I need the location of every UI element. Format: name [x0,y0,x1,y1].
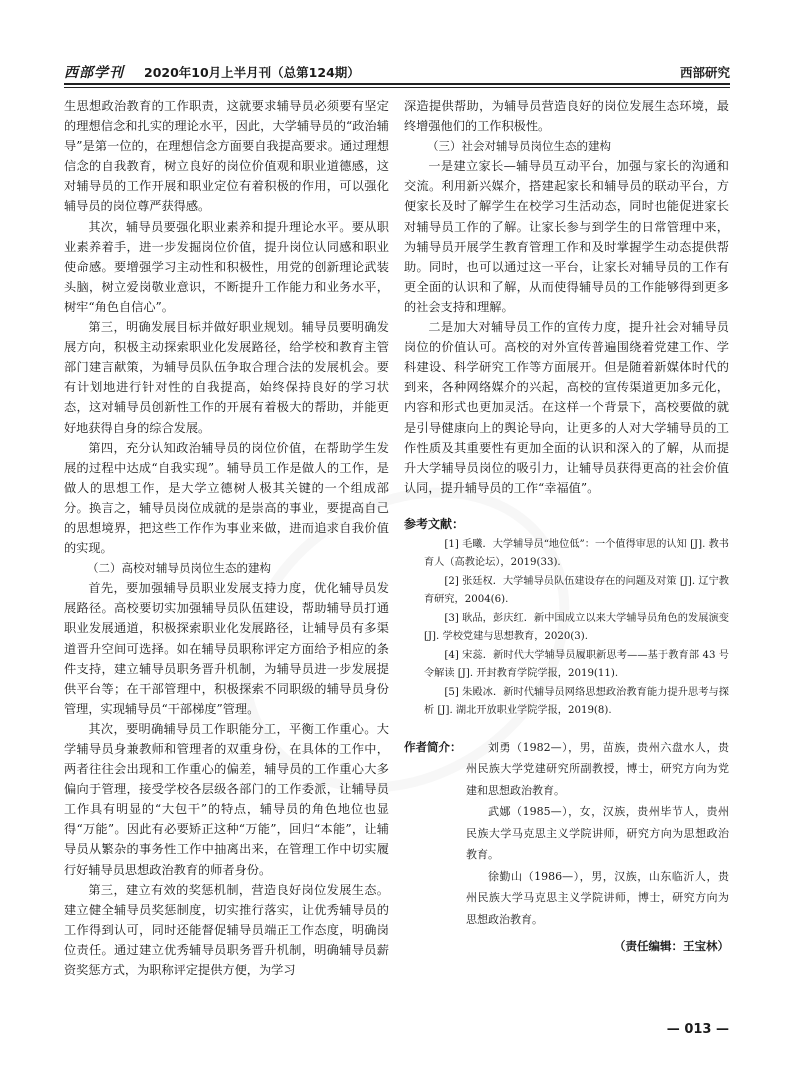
paragraph: 第三，明确发展目标并做好职业规划。辅导员要明确发展方向，积极主动探索职业化发展路径，给学校和教育主管部门建言献策，为辅导员队伍争取合理合法的发展机会。要有计划地进行针对性的自我提高，始终保持良好的学习状态，这对辅导员创新性工作的开展有着极大的帮助，并能更好地获得自身的综合发展。 [64,320,389,435]
issue-info: 2020年10月上半月刊（总第124期） [144,65,360,80]
section-subheading: （二）高校对辅导员岗位生态的建构 [87,561,271,576]
reference-item: [3] 耿品，彭庆红．新中国成立以来大学辅导员角色的发展演变 [J]. 学校党建与思想教育，2020(3). [424,612,729,643]
paragraph: 首先，要加强辅导员职业发展支持力度，优化辅导员发展路径。高校要切实加强辅导员队伍建设，帮助辅导员打通职业发展通道，积极探索职业化发展路径，让辅导员有多渠道晋升空间可选择。如在辅导员职称评定方面给予相应的条件支持，建立辅导员职务晋升机制，为辅导员进一步发展提供平台等；在干部管理中，积极探索不同职级的辅导员身份管理，实现辅导员“干部梯度”管理。 [64,581,389,716]
paragraph: 二是加大对辅导员工作的宣传力度，提升社会对辅导员岗位的价值认可。高校的对外宣传普遍围绕着党建工作、学科建设、科学研究工作等方面展开。但是随着新媒体时代的到来，各种网络媒介的兴起，高校的宣传渠道更加多元化，内容和形式也更加灵活。在这样一个背景下，高校要做的就是引导健康向上的舆论导向，让更多的人对大学辅导员的工作性质及其重要性有更加全面的认识和深入的了解，从而提升大学辅导员岗位的吸引力，让辅导员获得更高的社会价值认同，提升辅导员的工作“幸福值”。 [404,320,729,495]
author-bio-label: 作者简介： [404,739,462,754]
left-column [64,96,389,1016]
right-column [404,96,729,1016]
reference-item: [5] 朱殿冰．新时代辅导员网络思想政治教育能力提升思考与探析 [J]. 湖北开放职业学院学报，2019(8). [424,686,729,717]
section-name: 西部研究 [679,65,730,80]
reference-item: [1] 毛曦．大学辅导员“地位低”：一个值得审思的认知 [J]. 教书育人（高教论坛），2019(33). [424,538,729,569]
paragraph: 其次，辅导员要强化职业素养和提升理论水平。要从职业素养着手，进一步发掘岗位价值，提升岗位认同感和职业使命感。要增强学习主动性和积极性，用党的创新理论武装头脑，树立爱岗敬业意识，不断提升工作能力和业务水平，树牢“角色自信心”。 [64,219,389,314]
running-header [64,62,730,80]
journal-title: 西部学刊 [64,65,124,81]
author-bio-item: 武娜（1985—），女，汉族，贵州毕节人，贵州民族大学马克思主义学院讲师，研究方向为思想政治教育。 [466,805,729,862]
paragraph: 生思想政治教育的工作职责，这就要求辅导员必须要有坚定的理想信念和扎实的理论水平，因此，大学辅导员的“政治辅导”是第一位的，在理想信念方面要自我提高要求。通过理想信念的自我教育，树立良好的岗位价值观和职业道德感，这对辅导员的工作开展和职业定位有着积极的作用，可以强化辅导员的岗位尊严获得感。 [64,99,389,214]
paragraph: 第四，充分认知政治辅导员的岗位价值，在帮助学生发展的过程中达成“自我实现”。辅导员工作是做人的工作，是做人的思想工作，是大学立德树人极其关键的一个组成部分。换言之，辅导员岗位成就的是崇高的事业，要提高自己的思想境界，把这些工作作为事业来做，进而追求自我价值的实现。 [64,440,389,556]
author-bio [404,737,729,931]
header-rule-thin [64,87,730,88]
paragraph: 深造提供帮助，为辅导员营造良好的岗位发展生态环境，最终增强他们的工作积极性。 [404,99,729,134]
paragraph: 第三，建立有效的奖惩机制，营造良好岗位发展生态。建立健全辅导员奖惩制度，切实推行落实，让优秀辅导员的工作得到认可，同时还能督促辅导员端正工作态度，明确岗位责任。通过建立优秀辅导员职务晋升机制，明确辅导员薪资奖惩方式，为职称评定提供方便，为学习 [64,882,389,978]
header-rule-thick [64,83,730,85]
responsible-editor: （责任编辑：王宝林） [614,939,729,954]
author-bio-item: 徐勤山（1986—），男，汉族，山东临沂人，贵州民族大学马克思主义学院讲师，博士，研究方向为思想政治教育。 [466,869,729,926]
reference-item: [4] 宋蕊．新时代大学辅导员履职新思考——基于教育部 43 号令解读 [J]. 开封教育学院学报，2019(11). [424,649,729,680]
references-title: 参考文献： [404,516,465,531]
section-subheading: （三）社会对辅导员岗位生态的建构 [427,139,611,154]
reference-item: [2] 张廷权．大学辅导员队伍建设存在的问题及对策 [J]. 辽宁教育研究，2004(6). [424,575,729,606]
page-number: — 013 — [666,1022,729,1037]
paragraph: 一是建立家长—辅导员互动平台，加强与家长的沟通和交流。利用新兴媒介，搭建起家长和辅导员的联动平台，方便家长及时了解学生在校学习生活动态，同时也能促进家长对辅导员工作的了解。让家长参与到学生的日常管理中来，为辅导员开展学生教育管理工作和及时掌握学生动态提供帮助。同时，也可以通过这一平台，让家长对辅导员的工作有更全面的认识和了解，从而使得辅导员的工作能够得到更多的社会支持和理解。 [404,159,729,314]
author-bio-item: 刘勇（1982—），男，苗族，贵州六盘水人，贵州民族大学党建研究所副教授，博士，研究方向为党建和思想政治教育。 [466,740,729,797]
paragraph: 其次，要明确辅导员工作职能分工，平衡工作重心。大学辅导员身兼教师和管理者的双重身份，在具体的工作中，两者往往会出现和工作重心的偏差，辅导员的工作重心大多偏向于管理，接受学校各层级各部门的工作委派，让辅导员工作具有明显的“大包干”的特点，辅导员的角色地位也显得“万能”。因此有必要矫正这种“万能”，回归“本能”，让辅导员从繁杂的事务性工作中抽离出来，在管理工作中切实履行好辅导员思想政治教育的师者身份。 [64,721,389,877]
